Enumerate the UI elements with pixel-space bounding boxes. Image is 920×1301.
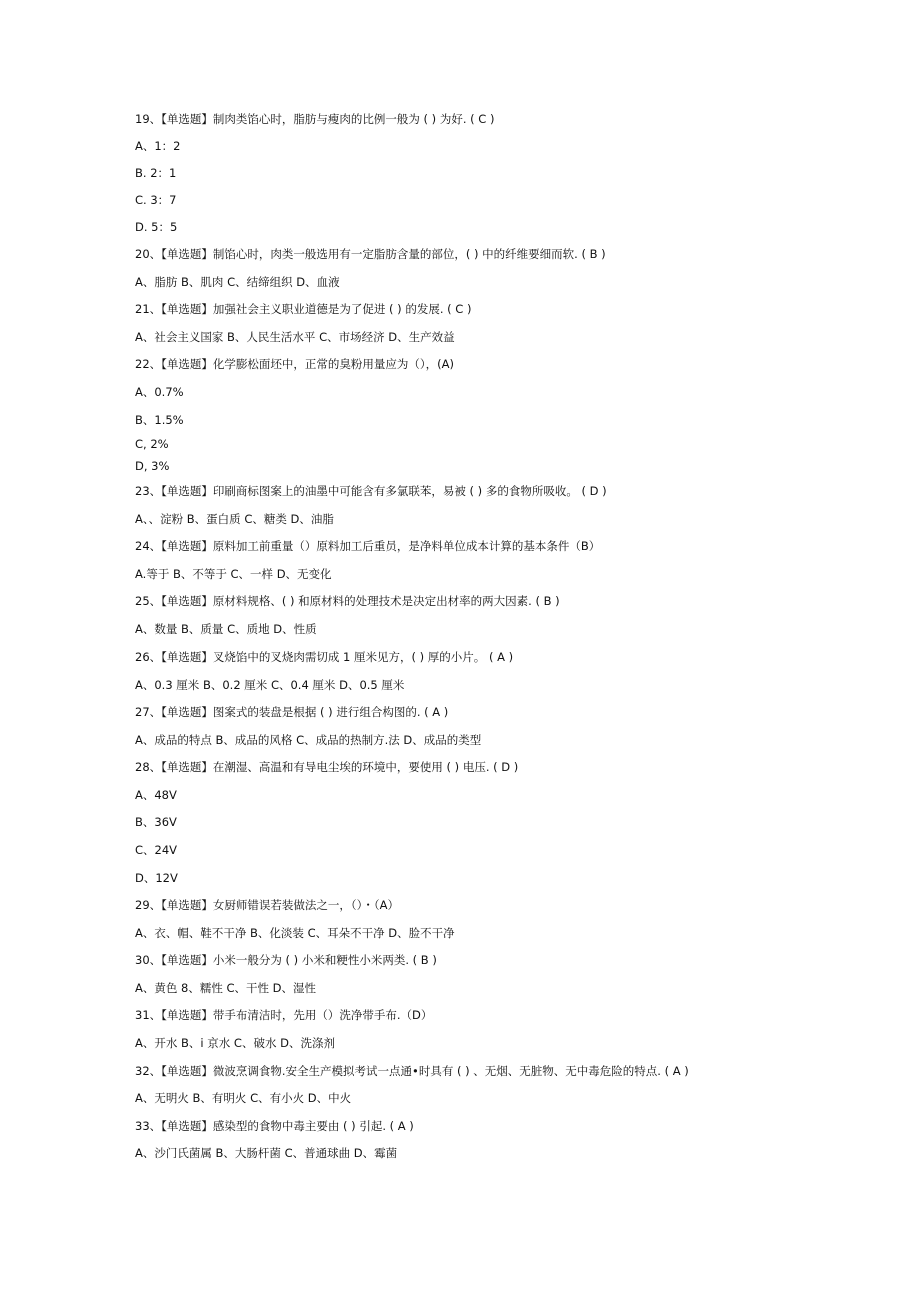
question-19: 19、【单选题】制肉类馅心时，脂肪与瘦肉的比例一般为 ( ) 为好. ( C )	[135, 112, 495, 126]
question-20: 20、【单选题】制馅心时，肉类一般选用有一定脂肪含量的部位，( ) 中的纤维要细而软. ( B )	[135, 247, 606, 261]
question-33: 33、【单选题】感染型的食物中毒主要由 ( ) 引起. ( A )	[135, 1119, 414, 1133]
question-25: 25、【单选题】原材料规格、( ) 和原材料的处理技术是决定出材率的两大因素. ( B )	[135, 594, 560, 608]
option-line: D. 5：5	[135, 220, 178, 234]
option-line: A、沙门氏菌属 B、大肠杆菌 C、普通球曲 D、霉菌	[135, 1146, 398, 1160]
option-line: A、社会主义国家 B、人民生活水平 C、市场经济 D、生产效益	[135, 330, 455, 344]
question-23: 23、【单选题】印刷商标图案上的油墨中可能含有多氯联苯，易被 ( ) 多的食物所吸收。 ( D )	[135, 484, 607, 498]
option-line: A、48V	[135, 788, 177, 802]
question-21: 21、【单选题】加强社会主义职业道德是为了促进 ( ) 的发展. ( C )	[135, 302, 472, 316]
option-line: A.等于 B、不等于 C、一样 D、无变化	[135, 567, 332, 581]
option-line: A、0.3 厘米 B、0.2 厘米 C、0.4 厘米 D、0.5 厘米	[135, 678, 405, 692]
option-line: A、黄色 8、糯性 C、干性 D、湿性	[135, 981, 317, 995]
question-27: 27、【单选题】图案式的装盘是根据 ( ) 进行组合构图的. ( A )	[135, 705, 449, 719]
question-29: 29、【单选题】女厨师错误若装做法之一，（）・（A）	[135, 898, 399, 912]
question-30: 30、【单选题】小米一般分为 ( ) 小米和粳性小米两类. ( B )	[135, 953, 437, 967]
option-line: D, 3%	[135, 459, 170, 473]
question-26: 26、【单选题】叉烧馅中的叉烧肉需切成 1 厘米见方，( ) 厚的小片。 ( A )	[135, 650, 514, 664]
question-32: 32、【单选题】微波烹调食物.安全生产模拟考试一点通•时具有 ( ) 、无烟、无脏物、无中毒危险的特点. ( A )	[135, 1064, 689, 1078]
question-24: 24、【单选题】原料加工前重量（）原料加工后重员，是净料单位成本计算的基本条件（B）	[135, 539, 601, 553]
option-line: B、36V	[135, 815, 177, 829]
option-line: C、24V	[135, 843, 178, 857]
option-line: C. 3：7	[135, 193, 177, 207]
option-line: B. 2：1	[135, 166, 177, 180]
option-line: D、12V	[135, 871, 178, 885]
question-28: 28、【单选题】在潮湿、高温和有导电尘埃的环境中，要使用 ( ) 电压. ( D )	[135, 760, 519, 774]
option-line: A、1：2	[135, 139, 181, 153]
option-line: A、脂肪 B、肌肉 C、结缔组织 D、血液	[135, 275, 340, 289]
question-31: 31、【单选题】带手布清洁时，先用（）洗净带手布.（D）	[135, 1008, 433, 1022]
option-line: B、1.5%	[135, 413, 184, 427]
option-line: A、成品的特点 B、成品的风格 C、成品的热制方.法 D、成品的类型	[135, 733, 482, 747]
option-line: A、开水 B、i 京水 C、破水 D、洗涤剂	[135, 1036, 335, 1050]
option-line: A、、淀粉 B、蛋白质 C、糖类 D、油脂	[135, 512, 334, 526]
option-line: A、衣、帽、鞋不干净 B、化淡装 C、耳朵不干净 D、脸不干净	[135, 926, 455, 940]
option-line: A、0.7%	[135, 385, 184, 399]
option-line: C, 2%	[135, 437, 169, 451]
question-22: 22、【单选题】化学膨松面坯中，正常的臭粉用量应为（），(A)	[135, 357, 454, 371]
option-line: A、无明火 B、有明火 C、有小火 D、中火	[135, 1091, 352, 1105]
option-line: A、数量 B、质量 C、质地 D、性质	[135, 622, 317, 636]
